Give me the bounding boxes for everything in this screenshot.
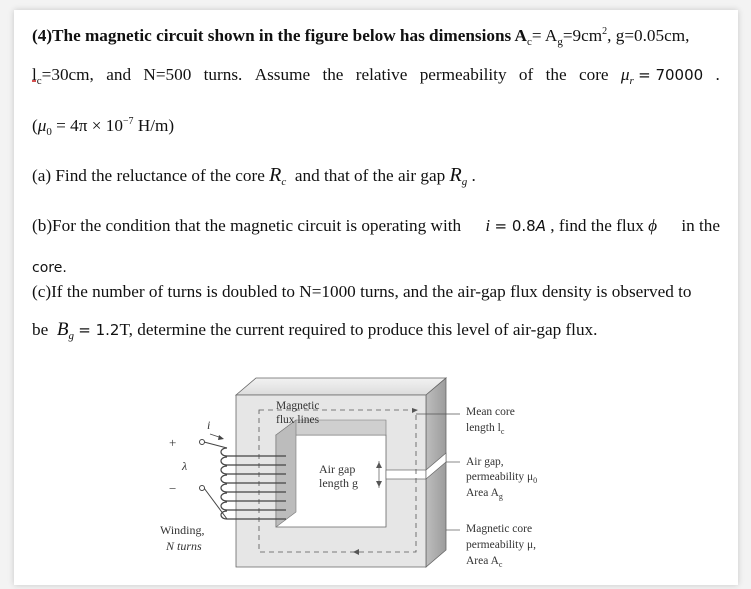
label-airgap-perm: permeability $\mu_0$ — [466, 471, 538, 485]
problem-params-line: $l_c=30cm$, and N=500 turns. Assume the relative permeability of the core $\mu_r = 70000$ . — [32, 65, 720, 87]
label-n-turns: N turns — [166, 539, 202, 553]
label-minus: − — [169, 481, 177, 496]
label-flux-lines: flux lines — [276, 414, 320, 426]
label-mean-core: Mean core — [466, 406, 515, 418]
part-b-core: core. — [32, 260, 67, 276]
magnetic-circuit-figure — [14, 10, 738, 585]
problem-intro-line: (4)The magnetic circuit shown in the figure below has dimensions $A_c= A_g=9cm^2$, g=0.05cm, — [32, 26, 690, 48]
part-c-line1: (c)If the number of turns is doubled to N=1000 turns, and the air-gap flux density is observed to — [32, 282, 692, 301]
mu0-line: ($\mu_0 = 4\pi \times 10^{-7}$ H/m) — [32, 116, 175, 138]
label-airgap-callout: Air gap, — [466, 456, 504, 468]
problem-intro-text: (4)The magnetic circuit shown in the figure below has dimensions A — [32, 26, 527, 45]
part-b: (b)For the condition that the magnetic circuit is operating with i = 0.8A , find the flux ϕ in the — [32, 216, 720, 235]
document-page — [14, 10, 738, 585]
label-core-area: Area $A_c$ — [466, 555, 503, 569]
label-plus: + — [169, 435, 177, 450]
mu-r-value: $\mu_r = 70000$ — [620, 65, 704, 87]
label-winding: Winding, — [160, 523, 205, 537]
label-gap-length: length g — [319, 476, 358, 490]
label-mean-length: length $l_c$ — [466, 422, 505, 436]
label-magnetic-core: Magnetic core — [466, 523, 533, 535]
label-current-i: i — [207, 418, 211, 432]
label-airgap-area: Area $A_g$ — [466, 487, 503, 501]
label-core-perm: permeability μ, — [466, 539, 537, 551]
label-air-gap: Air gap — [319, 462, 356, 476]
label-lambda: λ — [182, 459, 188, 473]
label-magnetic: Magnetic — [276, 400, 320, 412]
part-a: (a) Find the reluctance of the core $R_c$ and that of the air gap $R_g$ . — [32, 164, 476, 188]
part-c-line2: be $B_g = 1.2T$, determine the current required to produce this level of air-gap flux. — [32, 319, 598, 342]
